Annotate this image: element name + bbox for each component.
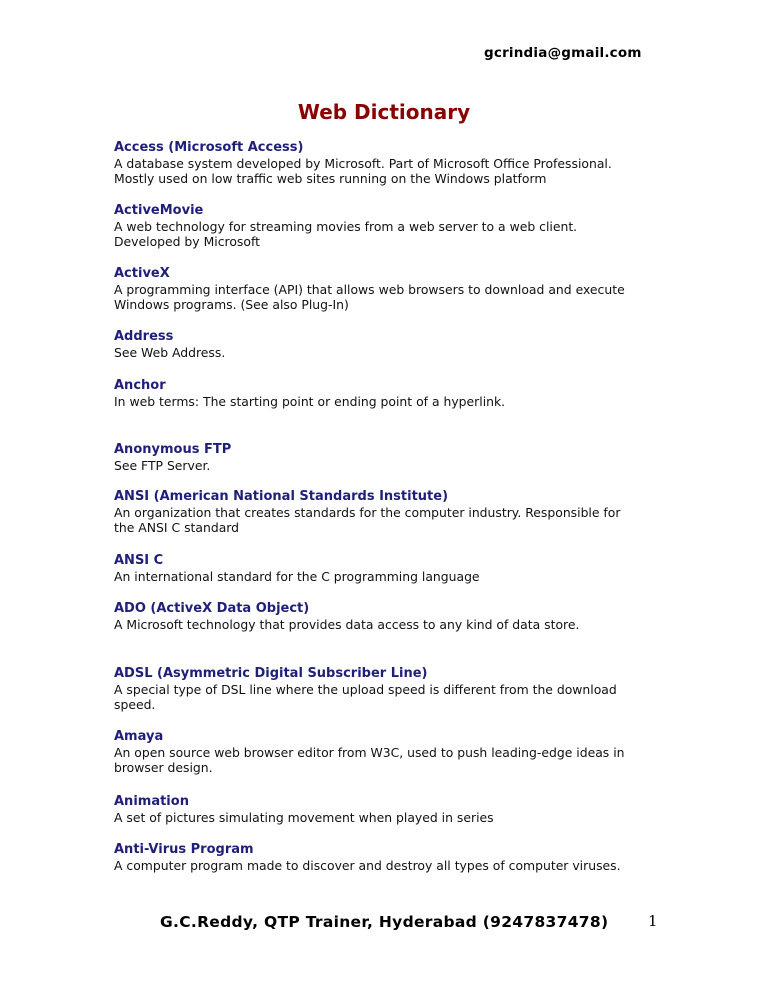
entry-term: Animation (114, 794, 189, 809)
entry-definition-line: A computer program made to discover and destroy all types of computer viruses. (114, 857, 621, 873)
entry-definition-line: A web technology for streaming movies from a web server to a web client. (114, 218, 578, 234)
entry-term: ADSL (Asymmetric Digital Subscriber Line) (114, 666, 428, 681)
entry-access (114, 140, 654, 187)
entry-anonymous-ftp (114, 442, 654, 473)
page-number: 1 (648, 912, 658, 930)
entry-definition-line: the ANSI C standard (114, 520, 240, 535)
entry-definition-line: In web terms: The starting point or ending point of a hyperlink. (114, 393, 506, 409)
entry-definition-line: An international standard for the C programming language (114, 568, 480, 584)
entry-ansi-c (114, 553, 654, 584)
entry-activex (114, 266, 654, 313)
entry-definition-line: A database system developed by Microsoft. Part of Microsoft Office Professional. (114, 155, 612, 171)
entry-term: Anonymous FTP (114, 442, 232, 457)
entry-anchor (114, 378, 654, 409)
entry-address (114, 329, 654, 360)
entry-definition-line: speed. (114, 697, 156, 712)
entry-term: ANSI (American National Standards Institute) (114, 489, 449, 504)
entry-definition-line: See FTP Server. (114, 457, 211, 473)
entry-definition-line: Mostly used on low traffic web sites running on the Windows platform (114, 171, 547, 186)
footer-credit: G.C.Reddy, QTP Trainer, Hyderabad (9247837478) (160, 913, 609, 931)
entry-term: Address (114, 329, 174, 344)
entry-term: Amaya (114, 729, 164, 744)
entry-term: ActiveMovie (114, 203, 204, 218)
entry-definition-line: See Web Address. (114, 344, 226, 360)
entry-term: Anchor (114, 378, 166, 393)
entry-anti-virus-program (114, 842, 654, 873)
page-title: Web Dictionary (297, 100, 471, 124)
entry-term: ActiveX (114, 266, 170, 281)
entry-definition-line: A Microsoft technology that provides data access to any kind of data store. (114, 616, 580, 632)
entry-term: Access (Microsoft Access) (114, 140, 304, 155)
entry-term: ANSI C (114, 553, 164, 568)
entry-definition-line: A programming interface (API) that allows web browsers to download and execute (114, 281, 625, 297)
entry-amaya (114, 729, 654, 776)
entry-term: ADO (ActiveX Data Object) (114, 601, 310, 616)
entry-adsl (114, 666, 654, 713)
entry-definition-line: Windows programs. (See also Plug-In) (114, 297, 349, 312)
entry-definition-line: An open source web browser editor from W3C, used to push leading-edge ideas in (114, 744, 625, 760)
entry-definition-line: A special type of DSL line where the upload speed is different from the download (114, 681, 617, 697)
entry-term: Anti-Virus Program (114, 842, 254, 857)
entry-definition-line: An organization that creates standards for the computer industry. Responsible for (114, 504, 621, 520)
entry-definition-line: Developed by Microsoft (114, 234, 260, 249)
entry-ansi (114, 489, 654, 536)
entry-definition-line: browser design. (114, 760, 213, 775)
entry-activemovie (114, 203, 654, 250)
entry-definition-line: A set of pictures simulating movement when played in series (114, 809, 494, 825)
entry-ado (114, 601, 654, 632)
entry-animation (114, 794, 654, 825)
header-email: gcrindia@gmail.com (484, 45, 642, 61)
